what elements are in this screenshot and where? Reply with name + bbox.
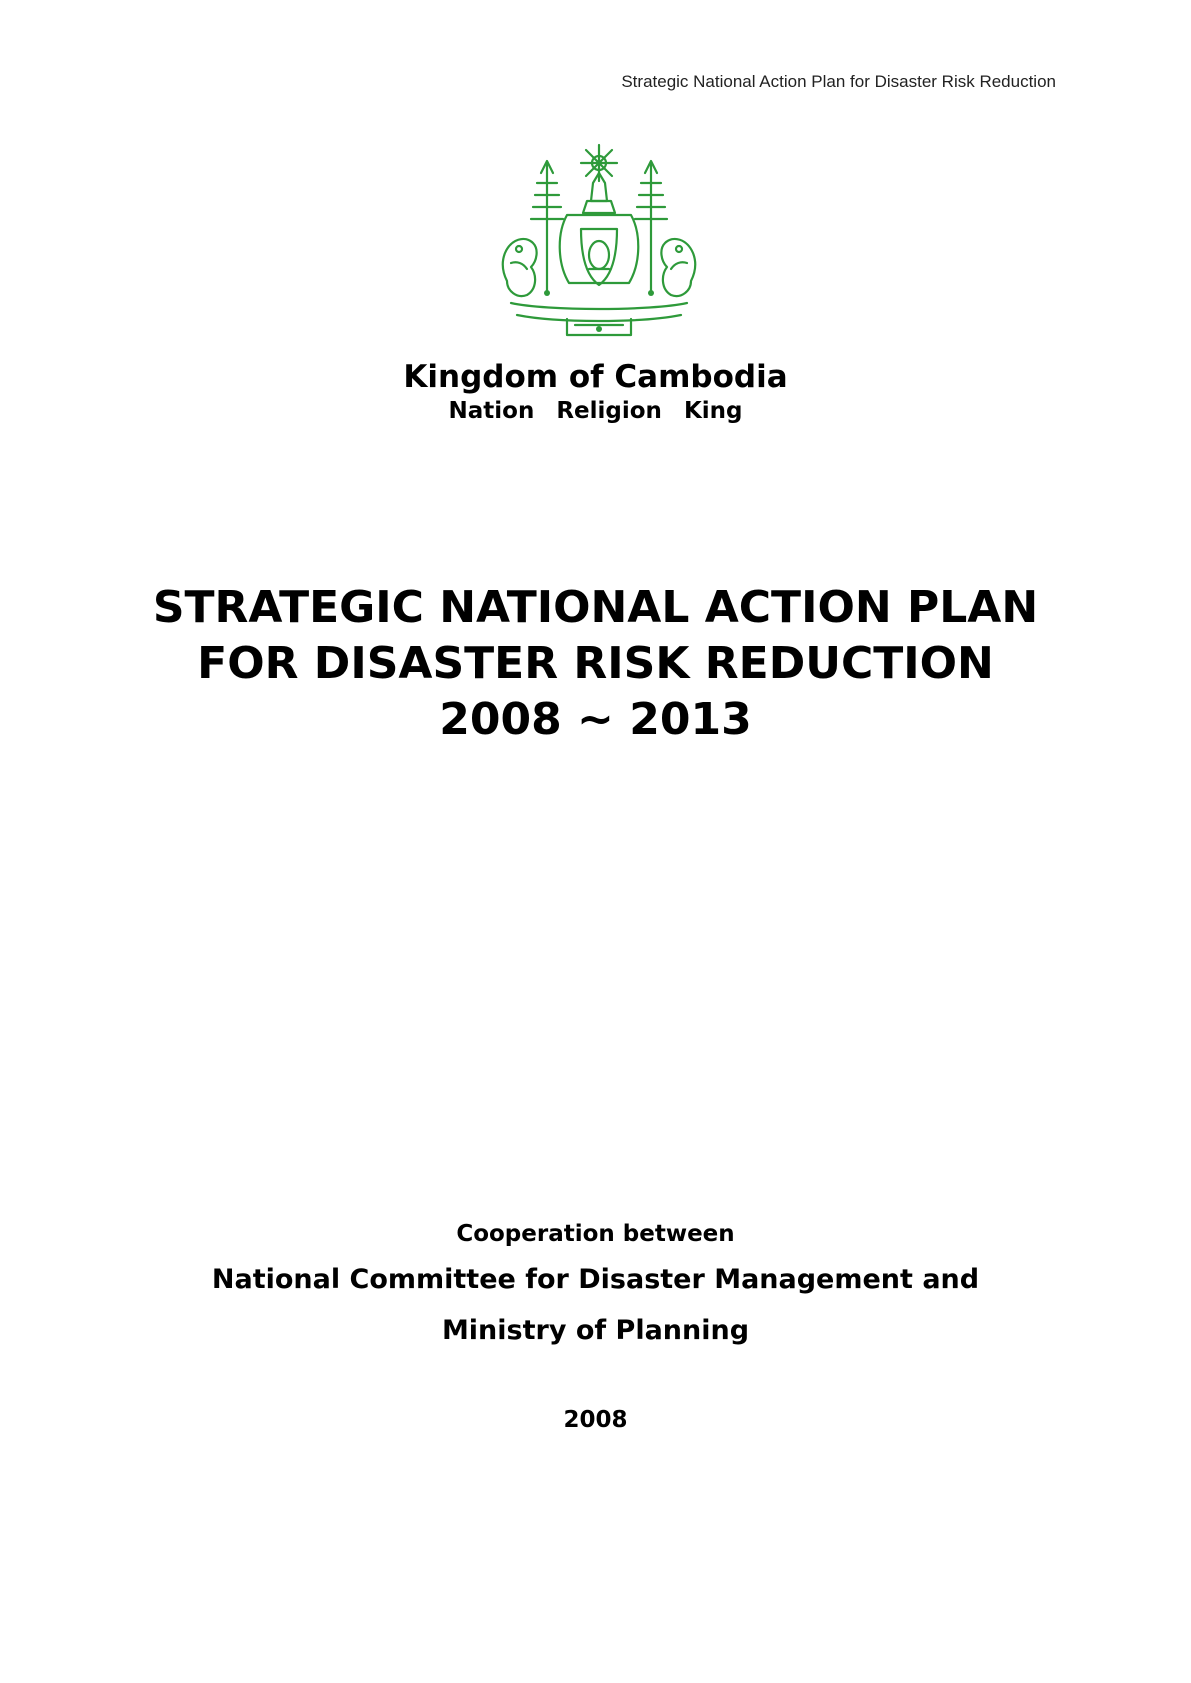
cooperation-label: Cooperation between: [456, 1221, 735, 1247]
organization-1: National Committee for Disaster Management and: [211, 1264, 980, 1295]
title-line-2: FOR DISASTER RISK REDUCTION: [197, 638, 994, 689]
title-line-1: STRATEGIC NATIONAL ACTION PLAN: [152, 582, 1039, 633]
title-line-3: 2008 ~ 2013: [439, 694, 752, 745]
country-name: Kingdom of Cambodia: [403, 359, 788, 395]
running-header: Strategic National Action Plan for Disaster Risk Reduction: [621, 72, 1056, 91]
organization-2: Ministry of Planning: [441, 1315, 750, 1346]
royal-arms-of-cambodia-icon: [497, 143, 701, 343]
document-title: [0, 580, 1191, 748]
publication-year: 2008: [563, 1407, 628, 1433]
national-motto: Nation Religion King: [448, 398, 743, 424]
